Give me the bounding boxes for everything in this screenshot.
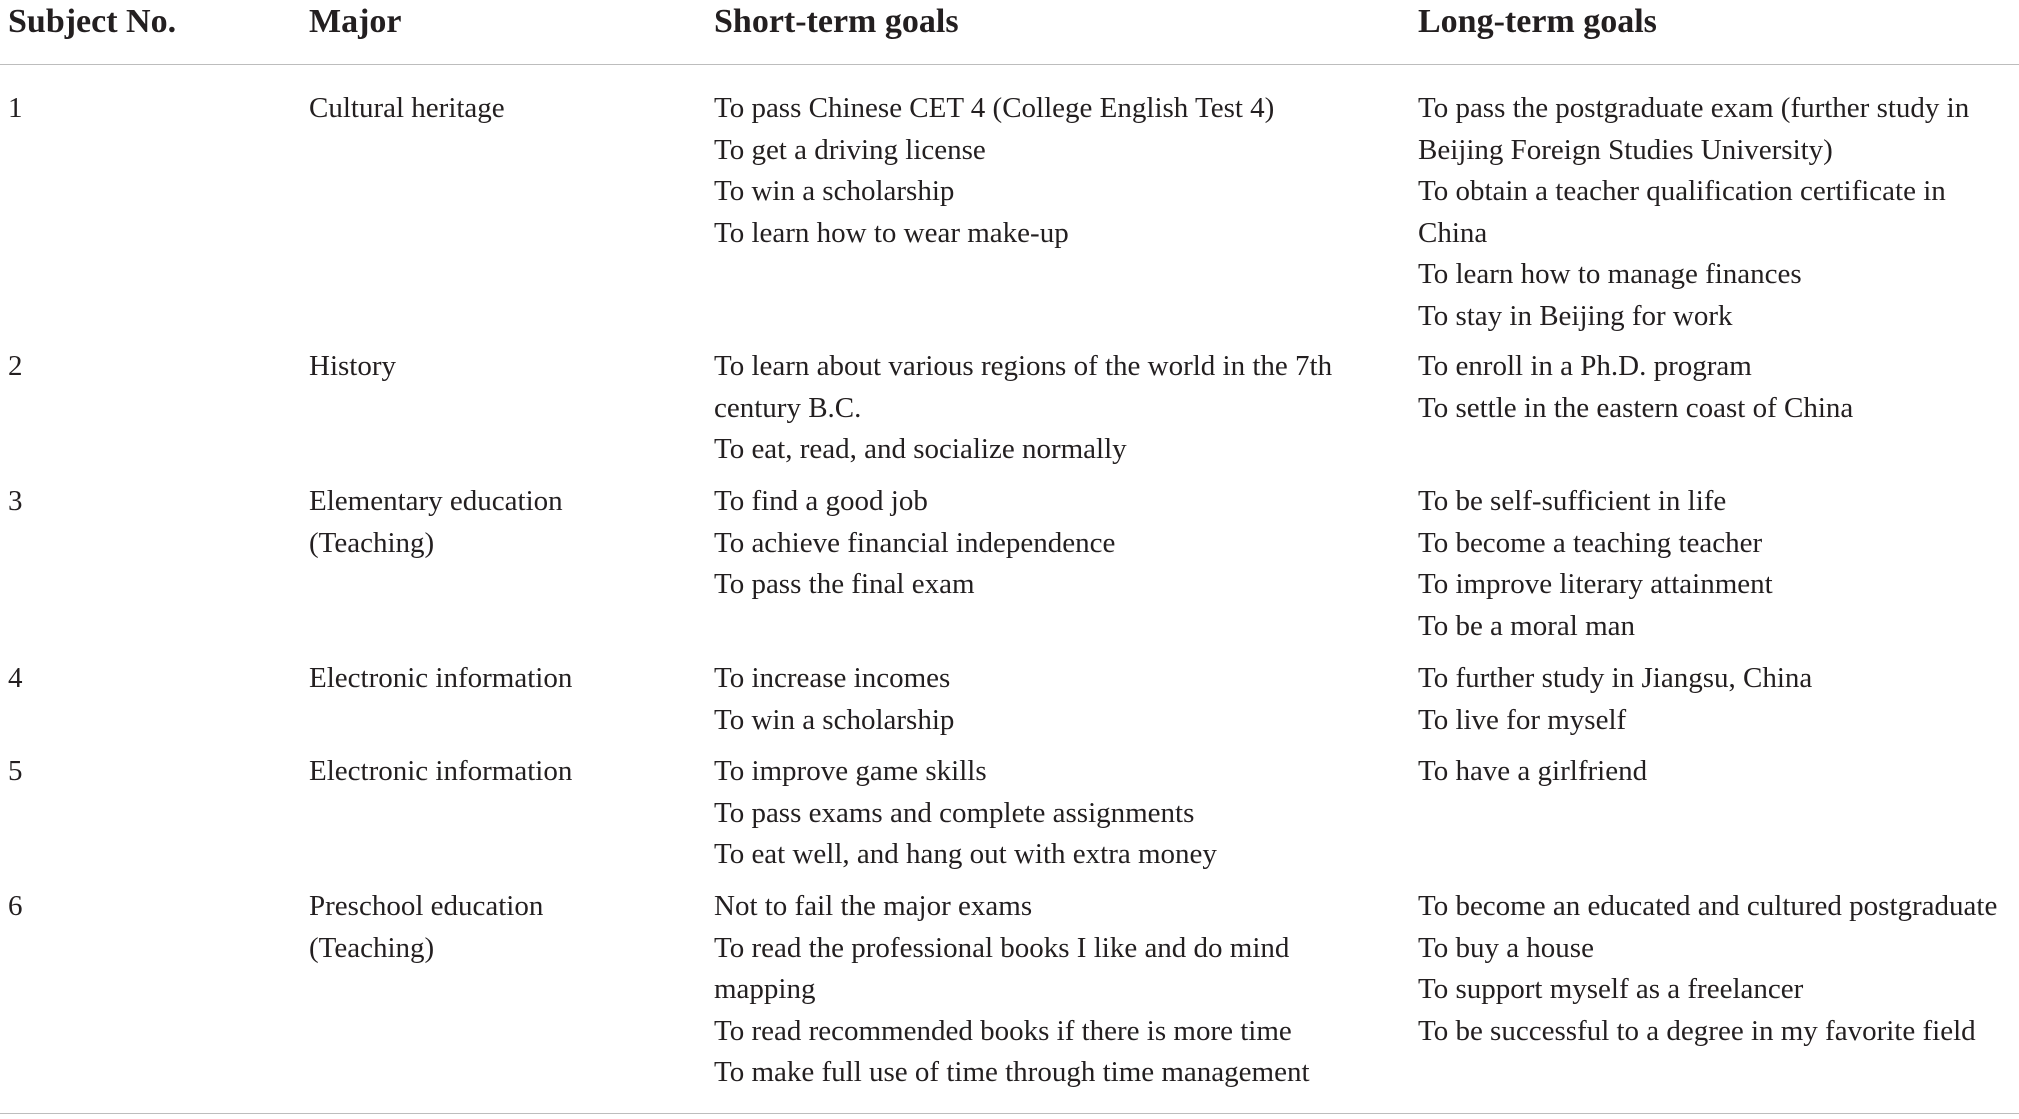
short-term-goals-cell-line: To increase incomes bbox=[714, 662, 951, 694]
subject-no-cell: 1 bbox=[8, 92, 23, 124]
table-row bbox=[0, 481, 2019, 658]
header-subject-no: Subject No. bbox=[8, 3, 177, 40]
short-term-goals-cell-line: mapping bbox=[714, 973, 816, 1005]
header-short-term-goals: Short-term goals bbox=[714, 3, 959, 40]
long-term-goals-cell bbox=[1418, 886, 2018, 1052]
long-term-goals-cell-line: To be a moral man bbox=[1418, 609, 1636, 642]
short-term-goals-cell bbox=[714, 658, 1354, 741]
long-term-goals-cell bbox=[1418, 658, 2018, 741]
short-term-goals-cell-line: To learn how to wear make-up bbox=[714, 216, 1069, 249]
short-term-goals-cell-line: To achieve financial independence bbox=[714, 526, 1116, 559]
subject-no-cell: 3 bbox=[8, 485, 23, 517]
long-term-goals-cell-line: To be self-sufficient in life bbox=[1418, 485, 1727, 517]
short-term-goals-cell-line: century B.C. bbox=[714, 391, 862, 424]
major-cell-line: History bbox=[309, 350, 396, 382]
short-term-goals-cell bbox=[714, 88, 1354, 254]
long-term-goals-cell bbox=[1418, 346, 2018, 429]
major-cell bbox=[309, 886, 543, 969]
table-header bbox=[0, 0, 2019, 65]
major-cell-line: Preschool education bbox=[309, 890, 544, 922]
table-bottom-rule bbox=[0, 1113, 2019, 1114]
long-term-goals-cell-line: To become an educated and cultured postgraduate bbox=[1418, 890, 1998, 922]
subject-no-cell: 2 bbox=[8, 350, 23, 382]
table-row bbox=[0, 88, 2019, 346]
short-term-goals-cell-line: Not to fail the major exams bbox=[714, 890, 1033, 922]
short-term-goals-cell-line: To pass the final exam bbox=[714, 568, 975, 600]
long-term-goals-cell-line: To enroll in a Ph.D. program bbox=[1418, 350, 1752, 382]
major-cell bbox=[309, 751, 572, 793]
short-term-goals-cell-line: To make full use of time through time management bbox=[714, 1056, 1310, 1088]
short-term-goals-cell-line: To get a driving license bbox=[714, 133, 986, 166]
long-term-goals-cell-line: To become a teaching teacher bbox=[1418, 526, 1763, 559]
subject-no-cell: 6 bbox=[8, 890, 23, 922]
long-term-goals-cell-line: To further study in Jiangsu, China bbox=[1418, 662, 1813, 694]
major-cell-line: Cultural heritage bbox=[309, 92, 505, 124]
short-term-goals-cell-line: To eat, read, and socialize normally bbox=[714, 433, 1127, 465]
major-cell-line: Elementary education bbox=[309, 485, 563, 517]
long-term-goals-cell-line: To learn how to manage finances bbox=[1418, 258, 1802, 290]
header-major: Major bbox=[309, 3, 402, 40]
header-long-term-goals: Long-term goals bbox=[1418, 3, 1657, 40]
short-term-goals-cell-line: To improve game skills bbox=[714, 755, 987, 787]
short-term-goals-cell-line: To eat well, and hang out with extra money bbox=[714, 838, 1217, 870]
major-cell-line: (Teaching) bbox=[309, 931, 435, 964]
long-term-goals-cell-line: To have a girlfriend bbox=[1418, 755, 1648, 787]
short-term-goals-cell-line: To find a good job bbox=[714, 485, 928, 517]
long-term-goals-cell-line: To pass the postgraduate exam (further study in bbox=[1418, 92, 1970, 124]
major-cell-line: Electronic information bbox=[309, 755, 573, 787]
long-term-goals-cell-line: To settle in the eastern coast of China bbox=[1418, 391, 1854, 424]
table-row bbox=[0, 658, 2019, 751]
long-term-goals-cell-line: To improve literary attainment bbox=[1418, 568, 1773, 600]
table-row bbox=[0, 886, 2019, 1113]
short-term-goals-cell-line: To read recommended books if there is more time bbox=[714, 1014, 1292, 1047]
table-row bbox=[0, 346, 2019, 481]
long-term-goals-cell-line: To support myself as a freelancer bbox=[1418, 973, 1804, 1005]
major-cell-line: (Teaching) bbox=[309, 526, 435, 559]
long-term-goals-cell bbox=[1418, 88, 2018, 337]
long-term-goals-cell bbox=[1418, 481, 2018, 647]
long-term-goals-cell-line: Beijing Foreign Studies University) bbox=[1418, 133, 1833, 166]
long-term-goals-cell-line: To buy a house bbox=[1418, 931, 1594, 964]
short-term-goals-cell-line: To learn about various regions of the world in the 7th bbox=[714, 350, 1333, 382]
short-term-goals-cell-line: To win a scholarship bbox=[714, 175, 955, 207]
short-term-goals-cell bbox=[714, 481, 1354, 606]
long-term-goals-cell-line: China bbox=[1418, 216, 1488, 249]
long-term-goals-cell-line: To be successful to a degree in my favorite field bbox=[1418, 1014, 1976, 1047]
long-term-goals-cell-line: To live for myself bbox=[1418, 703, 1627, 736]
major-cell bbox=[309, 346, 396, 388]
major-cell bbox=[309, 481, 563, 564]
short-term-goals-cell bbox=[714, 751, 1354, 876]
major-cell-line: Electronic information bbox=[309, 662, 573, 694]
long-term-goals-cell-line: To obtain a teacher qualification certificate in bbox=[1418, 175, 1946, 207]
short-term-goals-cell bbox=[714, 886, 1354, 1094]
short-term-goals-cell bbox=[714, 346, 1354, 471]
major-cell bbox=[309, 658, 572, 700]
subject-no-cell: 4 bbox=[8, 662, 23, 694]
long-term-goals-cell-line: To stay in Beijing for work bbox=[1418, 299, 1733, 332]
major-cell bbox=[309, 88, 505, 130]
long-term-goals-cell bbox=[1418, 751, 2018, 793]
short-term-goals-cell-line: To pass exams and complete assignments bbox=[714, 796, 1195, 829]
table-row bbox=[0, 751, 2019, 886]
short-term-goals-cell-line: To win a scholarship bbox=[714, 703, 955, 736]
short-term-goals-cell-line: To pass Chinese CET 4 (College English Test 4) bbox=[714, 92, 1275, 124]
short-term-goals-cell-line: To read the professional books I like and do mind bbox=[714, 931, 1290, 964]
subject-no-cell: 5 bbox=[8, 755, 23, 787]
